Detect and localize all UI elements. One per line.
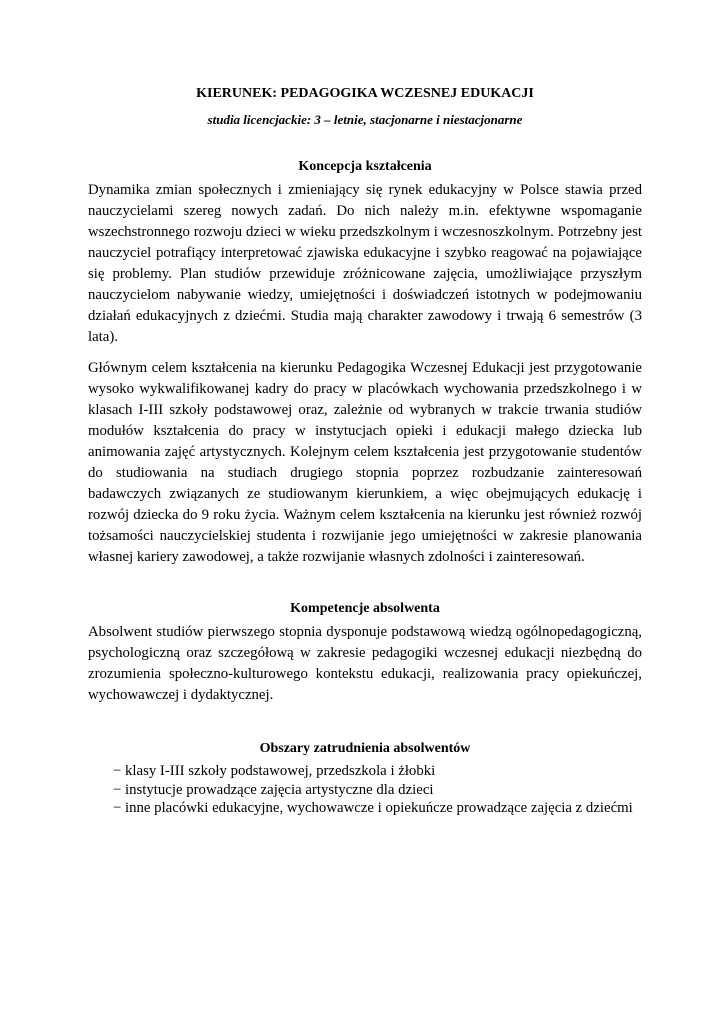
section-heading-employment: Obszary zatrudnienia absolwentów bbox=[259, 741, 471, 756]
section-heading-competences: Kompetencje absolwenta bbox=[290, 601, 440, 616]
list-item bbox=[113, 762, 673, 781]
list-item bbox=[113, 799, 673, 818]
section-heading-concept: Koncepcja kształcenia bbox=[298, 159, 432, 174]
list-item-text: instytucje prowadzące zajęcia artystyczne dla dzieci bbox=[125, 781, 434, 798]
dash-bullet-icon: − bbox=[113, 781, 122, 798]
list-item-text: inne placówki edukacyjne, wychowawcze i opiekuńcze prowadzące zajęcia z dziećmi bbox=[125, 800, 633, 816]
employment-list bbox=[88, 762, 673, 818]
dash-bullet-icon: − bbox=[113, 763, 122, 779]
dash-bullet-icon: − bbox=[113, 800, 122, 816]
competences-paragraph: Absolwent studiów pierwszego stopnia dysponuje podstawową wiedzą ogólnopedagogiczną, psychologiczną oraz szczegółową w zakresie pedagogiki wczesnej edukacji niezbędną do zrozumienia społeczno-kulturowego kontekstu edukacji, realizowania pracy opiekuńczej, wychowawczej i dydaktycznej. bbox=[88, 624, 642, 703]
concept-paragraph-1: Dynamika zmian społecznych i zmieniający się rynek edukacyjny w Polsce stawia przed nauczycielami szereg nowych zadań. Do nich należy m.in. efektywne wspomaganie wszechstronnego rozwoju dzieci w wieku przedszkolnym i wczesnoszkolnym. Potrzebny jest nauczyciel potrafiący interpretować zjawiska edukacyjne i szybko reagować na pojawiające się problemy. Plan studiów przewiduje zróżnicowane zajęcia, umożliwiające przyszłym nauczycielom nabywanie wiedzy, umiejętności i doświadczeń istotnych w podejmowaniu działań edukacyjnych z dziećmi. Studia mają charakter zawodowy i trwają 6 semestrów (3 lata). bbox=[88, 182, 642, 345]
document-page bbox=[88, 84, 642, 818]
document-subtitle: studia licencjackie: 3 – letnie, stacjonarne i niestacjonarne bbox=[207, 112, 523, 127]
list-item-text: klasy I-III szkoły podstawowej, przedszkola i żłobki bbox=[125, 763, 436, 779]
concept-paragraph-2: Głównym celem kształcenia na kierunku Pedagogika Wczesnej Edukacji jest przygotowanie wysoko wykwalifikowanej kadry do pracy w placówkach wychowania przedszkolnego i w klasach I-III szkoły podstawowej oraz, zależnie od wybranych w trakcie trwania studiów modułów kształcenia do pracy w instytucjach opieki i edukacji małego dziecka lub animowania zajęć artystycznych. Kolejnym celem kształcenia jest przygotowanie studentów do studiowania na studiach drugiego stopnia poprzez rozbudzanie zainteresowań badawczych związanych ze studiowanym kierunkiem, a więc obejmujących edukację i rozwój dziecka do 9 roku życia. Ważnym celem kształcenia na kierunku jest również rozwój tożsamości nauczycielskiej studenta i rozwijanie jego umiejętności w zakresie planowania własnej kariery zawodowej, a także rozwijanie własnych zdolności i zainteresowań. bbox=[88, 360, 642, 565]
list-item bbox=[113, 781, 673, 800]
document-title: KIERUNEK: PEDAGOGIKA WCZESNEJ EDUKACJI bbox=[196, 86, 534, 101]
